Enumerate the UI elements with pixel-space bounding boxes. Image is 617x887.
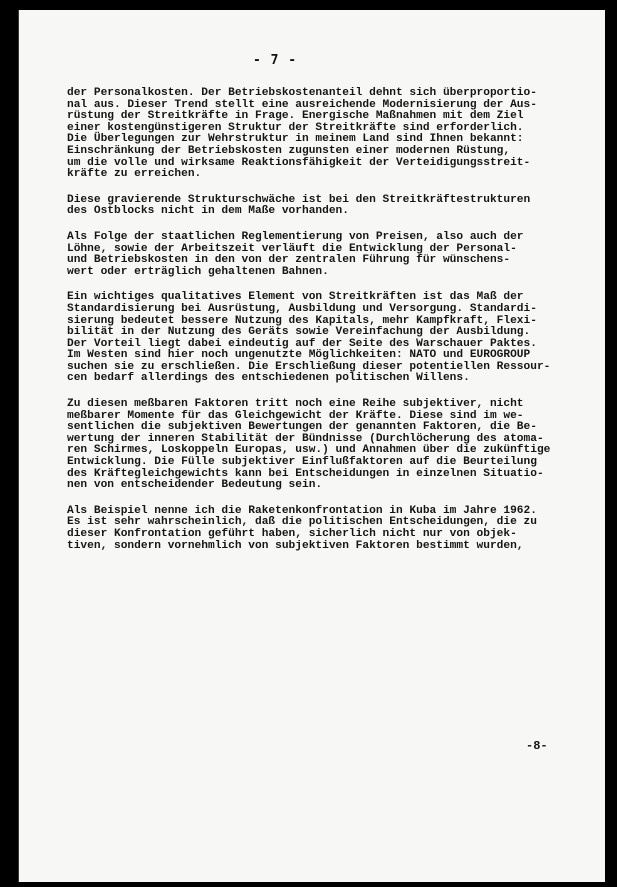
paragraph-cuba-example [67,506,597,552]
scan-border [605,0,617,887]
text-line: einer kostengünstigeren Struktur der Streitkräfte sind erforderlich. [67,121,524,134]
text-line: Löhne, sowie der Arbeitszeit verläuft die Entwicklung der Personal- [67,242,517,255]
text-line: sierung bedeutet bessere Nutzung des Kapitals, mehr Kampfkraft, Flexi- [67,314,537,327]
text-line: wert oder erträglich gehaltenen Bahnen. [67,265,329,278]
text-line: des Kräftegleichgewichts kann bei Entscheidungen in einzelnen Situatio- [67,467,544,480]
text-line: rüstung der Streitkräfte in Frage. Energische Maßnahmen mit dem Ziel [67,110,524,123]
text-line: Entwicklung. Die Fülle subjektiver Einflußfaktoren auf die Beurteilung [67,456,537,469]
body-text [67,88,597,566]
text-line: meßbarer Momente für das Gleichgewicht der Kräfte. Diese sind im we- [67,409,524,422]
paragraph-eastern-bloc [67,195,597,218]
text-line: Es ist sehr wahrscheinlich, daß die politischen Entscheidungen, die zu [67,516,537,529]
text-line: Einschränkung der Betriebskosten zugunsten einer modernen Rüstung, [67,144,511,157]
text-line: Ein wichtiges qualitatives Element von Streitkräften ist das Maß der [67,291,524,304]
paragraph-standardization [67,292,597,385]
text-line: kräfte zu erreichen. [67,168,202,181]
text-line: dieser Konfrontation geführt haben, sicherlich nicht nur von objek- [67,528,517,540]
text-line: nal aus. Dieser Trend stellt eine ausreichende Modernisierung der Aus- [67,98,537,111]
text-line: sentlichen die subjektiven Bewertungen der genannten Faktoren, die Be- [67,421,537,434]
text-line: nen von entscheidender Bedeutung sein. [67,479,323,492]
page-number: - 7 - [253,53,298,68]
text-line: Als Beispiel nenne ich die Raketenkonfrontation in Kuba im Jahre 1962. [67,504,537,517]
text-line: Diese gravierende Strukturschwäche ist bei den Streitkräftestrukturen [67,193,531,206]
text-line: um die volle und wirksame Reaktionsfähigkeit der Verteidigungsstreit- [67,156,531,169]
text-line: tiven, sondern vornehmlich von subjektiven Faktoren bestimmt wurden, [67,539,524,552]
text-line: Im Westen sind hier noch ungenutzte Möglichkeiten: NATO und EUROGROUP [67,349,531,362]
text-line: und Betriebskosten in den von der zentralen Führung für wünschens- [67,254,511,267]
paragraph-personnel-costs [67,88,597,181]
text-line: Als Folge der staatlichen Reglementierung von Preisen, also auch der [67,230,524,243]
text-line: des Ostblocks nicht in dem Maße vorhanden. [67,205,349,218]
text-line: Standardisierung bei Ausrüstung, Ausbildung und Versorgung. Standardi- [67,302,537,315]
text-line: cen bedarf allerdings des entschiedenen politischen Willens. [67,372,470,385]
text-line: suchen sie zu erschließen. Die Erschließung dieser potentiellen Ressour- [67,360,551,373]
text-line: der Personalkosten. Der Betriebskostenanteil dehnt sich überproportio- [67,87,537,99]
document-page [18,10,605,882]
text-line: Der Vorteil liegt dabei eindeutig auf der Seite des Warschauer Paktes. [67,337,537,350]
text-line: Die Überlegungen zur Wehrstruktur in meinem Land sind Ihnen bekannt: [67,133,524,146]
text-line: Zu diesen meßbaren Faktoren tritt noch eine Reihe subjektiver, nicht [67,398,524,411]
text-line: wertung der inneren Stabilität der Bündnisse (Durchlöcherung des atoma- [67,432,544,445]
paragraph-state-regulation [67,232,597,278]
paragraph-subjective-factors [67,399,597,492]
text-line: bilität in der Nutzung des Geräts sowie Vereinfachung der Ausbildung. [67,326,531,339]
continued-page-marker: -8- [526,739,548,753]
text-line: ren Schirmes, Loskoppeln Europas, usw.) und Annahmen über die zukünftige [67,444,551,457]
